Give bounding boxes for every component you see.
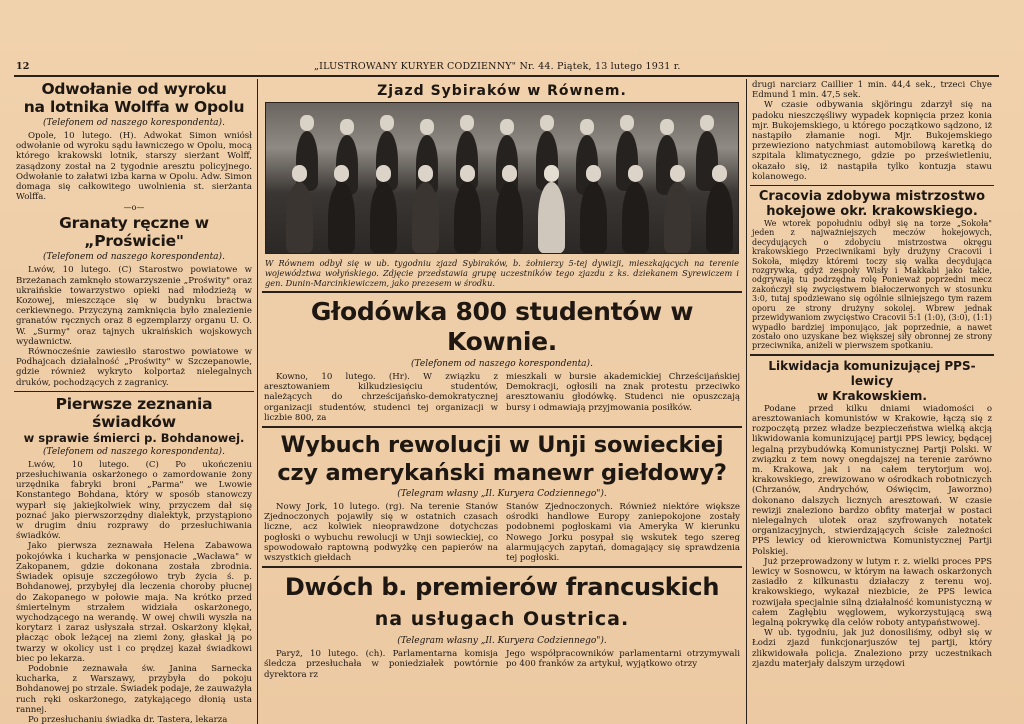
headline-line: na lotnika Wolffa w Opolu xyxy=(23,98,245,116)
photo-figure xyxy=(712,165,727,182)
photo-figure xyxy=(700,115,714,131)
byline: (Telefonem od naszego korespondenta). xyxy=(43,252,225,263)
article-zeznania-headline: Pierwsze zeznania świadków xyxy=(55,394,213,431)
article-body: Kowno, 10 lutego. (Hr). W związku z aresztowaniem kilkudziesięciu studentów, należących do chrześcijańsko-demokratycznej organizacji studentów, studenci tej organizacji w liczbie 800, za xyxy=(264,372,498,423)
photo-figure xyxy=(300,115,314,131)
divider xyxy=(262,566,742,568)
article-body: Już przeprowadzony w lutym r. z. wielki proces PPS lewicy w Sosnowcu, w którym na ławach oskarżonych zasiadło z kilkunastu działaczy z terenu woj. krakowskiego, wykazał niezbicie, że PPS lewica rozwijała specjalnie silną działalność komunistyczną w całem Zagłębiu węglowem, wykorzystującą swą legalną pokrywkę dla celów roboty antypaństwowej. xyxy=(752,556,992,628)
separator: —o— xyxy=(123,203,145,213)
byline: (Telefonem od naszego korespondenta). xyxy=(43,118,225,128)
headline-line: czy amerykański manewr giełdowy? xyxy=(277,460,727,487)
premierow-headline xyxy=(262,572,742,634)
photo-figure xyxy=(286,182,313,254)
zjazd-headline: Zjazd Sybiraków w Równem. xyxy=(377,83,627,99)
article-body: W ub. tygodniu, jak już donosiliśmy, odbył się w Łodzi zjazd funkcjonarjuszów tej partji, który zlikwidowała policja. Znaleziono przy uczestnikach zjazdu materjały dalszym urzędowi xyxy=(752,628,992,669)
article-body: Stanów Zjednoczonych. Również niektóre większe ośrodki handlowe Europy zaniepokojone zostały podobnemi pogłoskami via Ameryka W kierunku Nowego Jorku posypał się wskutek tego szereg alarmujących zapytań, domagający się sprawdzenia tej pogłoski. xyxy=(506,502,740,564)
divider xyxy=(262,291,742,293)
photo-figure xyxy=(580,182,607,254)
photo-figure xyxy=(454,182,481,254)
photo-figure xyxy=(500,119,514,135)
headline-line: na usługach Oustrica. xyxy=(374,608,630,631)
headline-line: w Krakowskiem. xyxy=(816,388,927,403)
photo-figure xyxy=(580,119,594,135)
divider xyxy=(14,391,254,392)
photo-figure xyxy=(412,182,439,254)
headline-line: Dwóch b. premierów francuskich xyxy=(284,573,720,602)
divider xyxy=(262,426,742,428)
column-separator-1 xyxy=(257,79,258,724)
photo-figure xyxy=(544,165,559,182)
photo-caption: W Równem odbył się w ub. tygodniu zjazd Sybiraków, b. żołnierzy 5-tej dywizji, mieszkających na terenie województwa wołyńskiego. Zdjęcie przedstawia grupę uczestników tego zjazdu z ks. dziekanem Syrewiczem i gen. Dunin-Marcinkiewiczem, jako prezesem w środku. xyxy=(265,258,739,288)
article-body: Lwów, 10 lutego. (C) Po ukończeniu przesłuchiwania oskarżonego o zamordowanie żony urzędnika fabryki broni „Parma" we Lwowie Konstantego Bohdana, który w sposób stanowczy wyparł się jakiejkolwiek winy, przyczem dał się poznać jako pierwszorzędny dialektyk, przystąpiono w drugim dniu rozprawy do przesłuchiwania świadków. xyxy=(16,459,252,542)
article-body: Podane przed kilku dniami wiadomości o aresztowaniach komunistów w Krakowie, łączą się z rozpoczętą przez władze bezpieczeństwa wielką akcją likwidowania komunizującej partji PPS lewicy, będącej legalną przybudówką Komunistycznej Partji Polski. W związku z tem nowy onegdajszej na terenie zarówno m. Krakowa, jak i na całem terytorjum woj. krakowskiego, zrewizowano w ośrodkach robotniczych (Chrzanów, Andrychów, Oświęcim, Jaworzno) dokonano dalszych licznych aresztowań. W czasie rewizji znaleziono bardzo obfity materjał w postaci nielegalnych ulotek oraz szyfrowanych notatek organizacyjnych, stwierdzających ścisłe zależności PPS lewicy od kierownictwa Komunistycznej Partji Polskiej. xyxy=(752,403,992,557)
photo-figure xyxy=(380,115,394,131)
article-body: Paryż, 10 lutego. (ch). Parlamentarna komisja śledcza przesłuchała w poniedziałek powtórnie dyrektora rz xyxy=(264,649,498,680)
photo-figure xyxy=(418,165,433,182)
headline-line: Cracovia zdobywa mistrzostwo xyxy=(758,189,986,205)
article-body: drugi narciarz Caillier 1 min. 44,4 sek., trzeci Chye Edmund 1 min. 47,5 sek. xyxy=(752,80,992,101)
photo-figure xyxy=(540,115,554,131)
photo-figure xyxy=(370,182,397,254)
article-body: Jego współpracowników parlamentarni otrzymywali po 400 franków za artykuł, wyjątkowo otrzy xyxy=(506,649,740,670)
photo-figure xyxy=(620,115,634,131)
photo-figure xyxy=(622,182,649,254)
column-center xyxy=(262,80,742,724)
column-separator-2 xyxy=(746,79,747,724)
photo-figure xyxy=(628,165,643,182)
wybuch-body xyxy=(262,502,742,563)
photo-figure xyxy=(536,131,558,191)
column-right xyxy=(750,80,994,724)
article-body: W czasie odbywania skjöringu zdarzył się na padoku nieszczęśliwy wypadek kopnięcia przez konia mjr. Bukojemskiego, u którego początkowo sądzono, iż nastąpiło złamanie nogi. Mjr. Bukojemskiego przewieziono natychmiast automobilową karetką do szpitala klimatycznego, gdzie po prześwietleniu, okazało się, iż nastąpiła tylko kontuzja stawu kolanowego. xyxy=(752,100,992,182)
headline-line: hokejowe okr. krakowskiego. xyxy=(766,204,978,220)
photo-figure xyxy=(460,115,474,131)
photo-figure xyxy=(334,165,349,182)
photo-figure xyxy=(538,182,565,254)
photo-figure xyxy=(696,131,718,191)
article-body: We wtorek popołudniu odbył się na torze „Sokoła" jeden z najważniejszych meczów hokejowych, decydujących o zdobyciu mistrzostwa okręgu krakowskiego Przeciwnikami były drużyny Cracovii i Sokoła, między któremi toczy się walka decydująca rozgrywka, gdyż zespoły Wisły i Makkabi jako takie, odgrywają tu podrzędna rolę Ponieważ poprzedni mecz zakończył się zwycięstwem białoczerwonych w stosunku 3:0, tutaj spodziewano się ogólnie silniejszego tym razem oporu ze strony drużyny sokolej. Wbrew jednak przewidywaniom zwycięstwo Cracovii 5:1 (1:0), (3:0), (1:1) wypadło bardziej imponująco, jak poprzednie, a nawet zostało ono uzyskane bez większej siły obronnej ze strony przeciwnika, aniżeli w pierwszem spotkaniu. xyxy=(752,219,992,351)
photo-figure xyxy=(376,131,398,191)
photo-figure xyxy=(292,165,307,182)
glodowka-headline: Głodówka 800 studentów w Kownie. xyxy=(310,297,694,356)
photo-figure xyxy=(660,119,674,135)
column-left xyxy=(14,80,254,724)
likwidacja-headline xyxy=(750,359,994,404)
article-body: mieszkali w bursie akademickiej Chrześcijańskiej Demokracji, ogłosili na znak protestu przeciwko aresztowaniu głodówkę. Studenci nie opuszczają bursy i odmawiają przyjmowania posiłków. xyxy=(506,372,740,413)
wybuch-headline xyxy=(262,431,742,487)
photo-figure xyxy=(670,165,685,182)
group-photo xyxy=(265,102,739,254)
page-number: 12 xyxy=(16,61,30,72)
article-body: Lwów, 10 lutego. (C) Starostwo powiatowe w Brzeżanach zamknęło stowarzyszenie „Proświty" oraz ukraińskie towarzystwo opieki nad młodzieżą w Kozowej, mieszczące się w budynku bractwa cerkiewnego. Przyczyną zamknięcia było znalezienie granatów ręcznych oraz 8 egzemplarzy organu U. O. W. „Surmy" oraz tajnych ukraińskich wojskowych wydawnictw. xyxy=(16,265,252,347)
photo-figure xyxy=(706,182,733,254)
photo-figure xyxy=(420,119,434,135)
headline-line: Wybuch rewolucji w Unji sowieckiej xyxy=(280,432,724,459)
article-body: Nowy Jork, 10 lutego. (rg). Na terenie Stanów Zjednoczonych pojawiły się w ostatnich czasach liczne, acz kolwiek nieoprawdzone dotychczas pogłoski o wybuchu rewolucji w Unji sowieckiej, co spowodowało raptowną podwyżkę cen papierów na wszystkich giełdach xyxy=(264,502,498,564)
article-body: Równocześnie zawiesiło starostwo powiatowe w Podhajcach działalność „Proświty" w Szczepanowie, gdzie również wykryto kolportaż nielegalnych druków, pochodzących z zagranicy. xyxy=(16,347,252,388)
photo-figure xyxy=(502,165,517,182)
byline: (Telegram własny „Il. Kuryera Codziennego"). xyxy=(397,489,607,500)
photo-figure xyxy=(496,182,523,254)
byline: (Telefonem od naszego korespondenta). xyxy=(411,359,593,369)
glodowka-body xyxy=(262,372,742,423)
article-body: Podobnie zeznawała św. Janina Sarnecka kucharka, z Warszawy, przybyła do pokoju Bohdanowej po strzale. Świadek podaje, że zauważyła ruch ręki oskarżonego, zatykającego dłonią usta rannej. xyxy=(16,663,252,715)
page-header xyxy=(14,60,999,74)
article-body: Opole, 10 lutego. (H). Adwokat Simon wniósł odwołanie od wyroku sądu ławniczego w Opolu, mocą którego krakowski lotnik, starszy sierżant Wolff, zasądzony został na 2 tygodnie aresztu policyjnego. Odwołanie to załatwi izba karna w Opolu. Adw. Simon domaga się całkowitego uwolnienia st. sierżanta Wolffa. xyxy=(16,131,252,203)
photo-figure xyxy=(664,182,691,254)
article-subheadline: w sprawie śmierci p. Bohdanowej. xyxy=(23,430,245,445)
article-body: Po przesłuchaniu świadka dr. Tastera, lekarza xyxy=(28,714,228,724)
article-granaty-headline: Granaty ręczne w „Proświcie" xyxy=(59,214,209,251)
divider xyxy=(750,185,994,186)
divider xyxy=(750,354,994,356)
cracovia-headline xyxy=(750,189,994,219)
article-body: Jako pierwsza zeznawała Helena Zabawowa pokojówka i kucharka w pensjonacie „Wacława" w Zakopanem, gdzie dokonana została zbrodnia. Świadek opisuje szczegółowo tryb życia ś. p. Bohdanowej, przybyłej dla leczenia choroby płucnej do Zakopanego w połowie maja. Na krótko przed śmiertelnym strzałem widziała oskarżonego, wychodzącego na werandę. W owej chwili wyszła na korytarz i zaraz usłyszała strzał. Oskarżony klękał, płacząc obok leżącej na ziemi żony, głaskał ją po twarzy w okolicy ust i co prędzej kazał świadkowi biec po lekarza. xyxy=(16,541,252,664)
byline: (Telegram własny „Il. Kuryera Codziennego"). xyxy=(397,636,607,647)
photo-figure xyxy=(328,182,355,254)
byline: (Telefonem od naszego korespondenta). xyxy=(43,446,225,457)
photo-figure xyxy=(376,165,391,182)
header-rule xyxy=(14,75,999,77)
photo-figure xyxy=(586,165,601,182)
masthead: „ILUSTROWANY KURYER CODZIENNY" Nr. 44. Piątek, 13 lutego 1931 r. xyxy=(314,61,681,72)
article-wolff-headline xyxy=(14,80,254,116)
headline-line: Likwidacja komunizującej PPS-lewicy xyxy=(768,358,976,388)
headline-line: Odwołanie od wyroku xyxy=(41,80,227,98)
photo-figure xyxy=(340,119,354,135)
photo-figure xyxy=(460,165,475,182)
premierow-body xyxy=(262,649,742,680)
